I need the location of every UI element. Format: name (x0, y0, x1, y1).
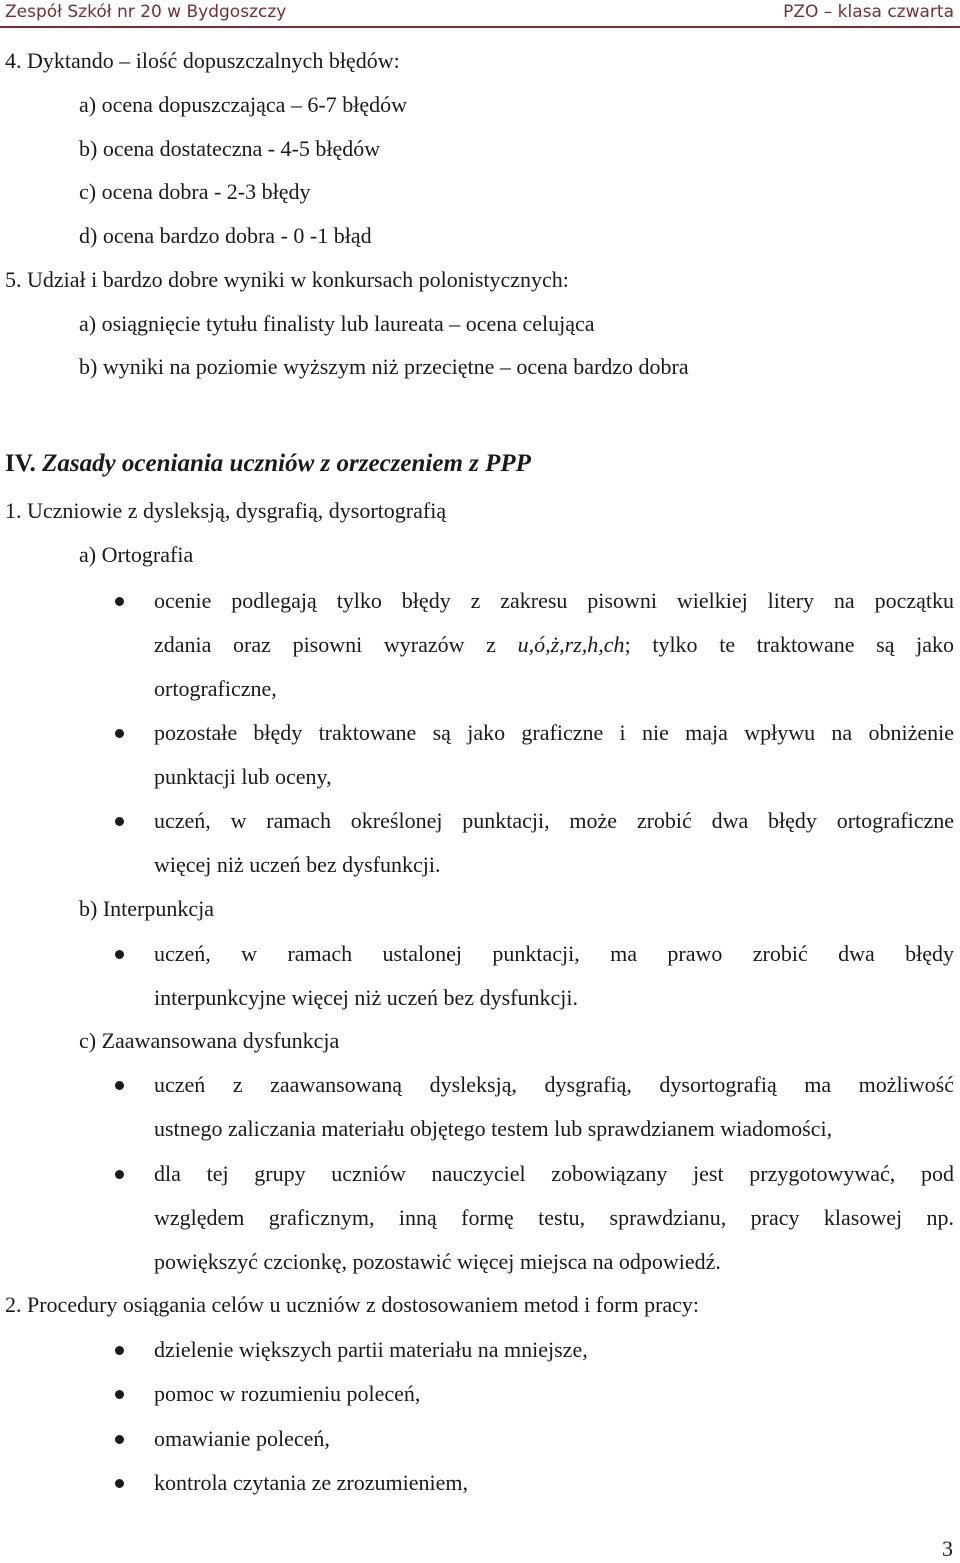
bullet-icon (115, 817, 124, 826)
section-title: Zasady oceniania uczniów z orzeczeniem z PPP (42, 450, 531, 477)
p1-a-b1-line1: ocenie podlegają tylko błędy z zakresu pisowni wielkiej litery na początku (154, 588, 954, 613)
p1-c-label: c) Zaawansowana dysfunkcja (79, 1028, 340, 1053)
p1-b-b1-line1: uczeń, w ramach ustalonej punktacji, ma prawo zrobić dwa błędy (154, 941, 954, 966)
p1-c-b1-line2: ustnego zaliczania materiału objętego testem lub sprawdzianem wiadomości, (154, 1116, 833, 1141)
p1-b-label: b) Interpunkcja (79, 896, 214, 921)
p1-a-b2-line1: pozostałe błędy traktowane są jako graficzne i nie maja wpływu na obniżenie (154, 720, 954, 745)
p2-item-3: omawianie poleceń, (154, 1426, 330, 1451)
p1-a-b2-line2: punktacji lub oceny, (154, 764, 332, 789)
p2-item-2: pomoc w rozumieniu poleceń, (154, 1381, 421, 1406)
bullet-icon (115, 1346, 124, 1355)
p1-a-b1-letters: u,ó,ż,rz,h,ch (517, 632, 625, 657)
dyktando-item-a: a) ocena dopuszczająca – 6-7 błędów (79, 92, 408, 117)
konkursy-item-a: a) osiągnięcie tytułu finalisty lub laureata – ocena celująca (79, 311, 595, 336)
page-number: 3 (942, 1536, 953, 1561)
p1-c-b2-line1: dla tej grupy uczniów nauczyciel zobowiązany jest przygotowywać, pod (154, 1161, 954, 1186)
p2-title: 2. Procedury osiągania celów u uczniów z dostosowaniem metod i form pracy: (5, 1292, 700, 1317)
bullet-icon (115, 1390, 124, 1399)
p1-a-label: a) Ortografia (79, 542, 194, 567)
p1-a-b3-line2: więcej niż uczeń bez dysfunkcji. (154, 852, 441, 877)
p1-c-b1-line1: uczeń z zaawansowaną dysleksją, dysgrafią, dysortografią ma możliwość (154, 1072, 954, 1097)
dyktando-item-d: d) ocena bardzo dobra - 0 -1 błąd (79, 223, 372, 248)
p1-c-b2-line3: powiększyć czcionkę, pozostawić więcej miejsca na odpowiedź. (154, 1249, 721, 1274)
dyktando-item-c: c) ocena dobra - 2-3 błędy (79, 179, 311, 204)
konkursy-item-b: b) wyniki na poziomie wyższym niż przeciętne – ocena bardzo dobra (79, 354, 689, 379)
p1-a-b3-line1: uczeń, w ramach określonej punktacji, może zrobić dwa błędy ortograficzne (154, 808, 954, 833)
section-number: IV. (5, 450, 36, 477)
bullet-icon (115, 597, 124, 606)
p1-a-b1-line3: ortograficzne, (154, 676, 277, 701)
header-school-name: Zespół Szkół nr 20 w Bydgoszczy (5, 2, 287, 22)
section-heading (5, 448, 531, 480)
p1-b-b1-line2: interpunkcyjne więcej niż uczeń bez dysfunkcji. (154, 985, 578, 1010)
bullet-icon (115, 950, 124, 959)
bullet-icon (115, 1479, 124, 1488)
p2-item-4: kontrola czytania ze zrozumieniem, (154, 1470, 468, 1495)
p1-title: 1. Uczniowie z dysleksją, dysgrafią, dysortografią (5, 498, 447, 523)
p1-a-b1-line2: zdania oraz pisowni wyrazów z u,ó,ż,rz,h,ch; tylko te traktowane są jako (154, 632, 954, 657)
header-class-label: PZO – klasa czwarta (783, 2, 954, 22)
p1-c-b2-line2: względem graficznym, inną formę testu, sprawdzianu, pracy klasowej np. (154, 1205, 954, 1230)
bullet-icon (115, 729, 124, 738)
bullet-icon (115, 1081, 124, 1090)
p2-item-1: dzielenie większych partii materiału na mniejsze, (154, 1337, 588, 1362)
konkursy-title: 5. Udział i bardzo dobre wyniki w konkursach polonistycznych: (5, 267, 569, 292)
dyktando-item-b: b) ocena dostateczna - 4-5 błędów (79, 136, 381, 161)
dyktando-title: 4. Dyktando – ilość dopuszczalnych błędów: (5, 48, 400, 73)
bullet-icon (115, 1170, 124, 1179)
page-header (0, 0, 960, 28)
bullet-icon (115, 1435, 124, 1444)
